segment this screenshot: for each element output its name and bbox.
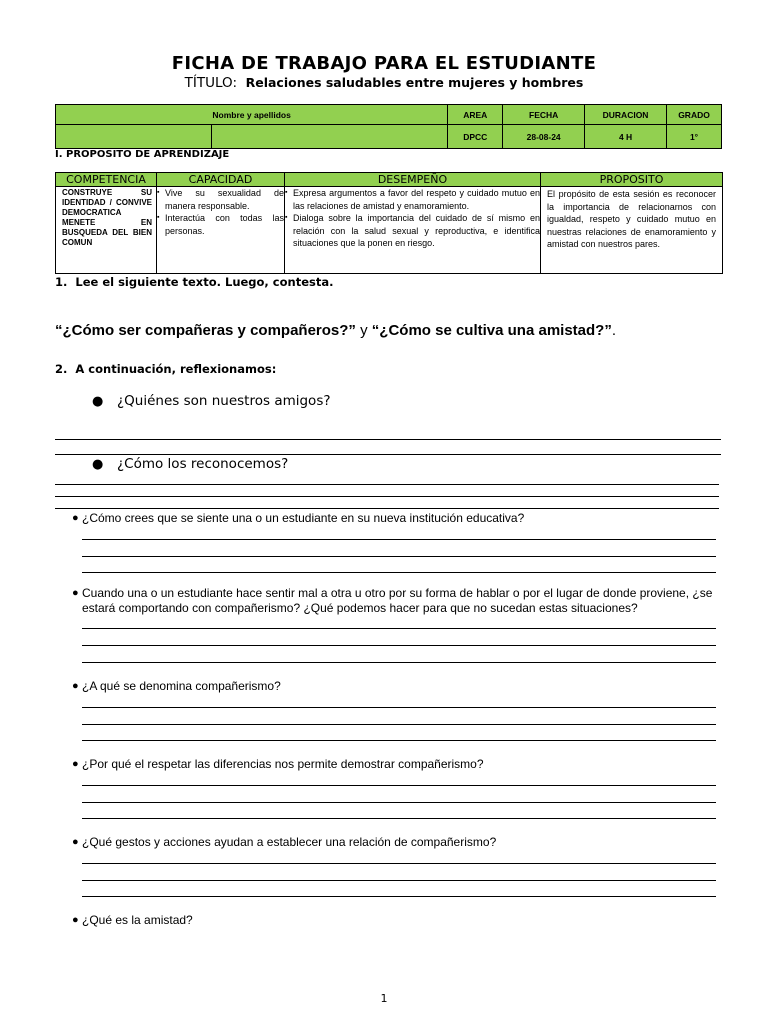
- question-item: ● Cuando una o un estudiante hace sentir mal a otra u otro por su forma de hablar o por el lugar de donde proviene, ¿se estará comportando con compañerismo? ¿Qué podemos hacer para que no sucedan estas situaciones?: [72, 586, 713, 615]
- subtitle-label: TÍTULO:: [184, 75, 237, 91]
- bullet-icon: ●: [72, 587, 79, 599]
- answer-line[interactable]: [82, 556, 716, 557]
- question-2-text: A continuación, reflexionamos:: [75, 362, 277, 376]
- document-title: FICHA DE TRABAJO PARA EL ESTUDIANTE: [171, 53, 597, 74]
- bullet-icon: ●: [72, 758, 79, 770]
- header-name: Nombre y apellidos: [56, 105, 448, 125]
- subtitle-text: Relaciones saludables entre mujeres y hombres: [245, 75, 584, 90]
- reflect-item-friends: [92, 393, 331, 409]
- capacidad-cell: [157, 187, 285, 274]
- proposito-cell: El propósito de esta sesión es reconocer la importancia de relacionarnos con igualdad, respeto y cuidado mutuo en nuestras relaciones de enamoramiento y amistad con nuestros pares.: [541, 187, 723, 274]
- answer-line[interactable]: [82, 818, 716, 819]
- grade-value: 1°: [667, 125, 722, 149]
- date-value: 28-08-24: [503, 125, 585, 149]
- desempeno-cell: [285, 187, 541, 274]
- header-proposito: PROPOSITO: [541, 173, 723, 187]
- reflect-item-recognize: [92, 456, 288, 472]
- answer-line[interactable]: [82, 802, 716, 803]
- header-grade: GRADO: [667, 105, 722, 125]
- capacidad-item: ▪ Interactúa con todas las personas.: [157, 212, 284, 237]
- reading-connector: y: [355, 322, 372, 339]
- question-item: ● ¿Qué es la amistad?: [72, 913, 193, 927]
- answer-line[interactable]: [82, 645, 716, 646]
- answer-line[interactable]: [82, 628, 716, 629]
- answer-line[interactable]: [82, 707, 716, 708]
- question-1-heading: [55, 275, 333, 289]
- desempeno-item: ▪ Dialoga sobre la importancia del cuidado de sí mismo en relación con la salud sexual y reproductiva, e identifica situaciones que la ponen en riesgo.: [285, 212, 540, 250]
- reading-part-2: “¿Cómo se cultiva una amistad?”: [371, 322, 612, 339]
- question-2-heading: [55, 362, 276, 376]
- reflect-item-text: ¿Cómo los reconocemos?: [117, 456, 289, 472]
- header-duration: DURACION: [585, 105, 667, 125]
- bullet-icon: ●: [72, 914, 79, 926]
- reading-part-1: “¿Cómo ser compañeras y compañeros?”: [55, 322, 356, 339]
- header-capacidad: CAPACIDAD: [157, 173, 285, 187]
- bullet-icon: ●: [72, 836, 79, 848]
- learning-plan-table: [55, 172, 723, 274]
- desempeno-item: ▪ Expresa argumentos a favor del respeto y cuidado mutuo en las relaciones de amistad y enamoramiento.: [285, 187, 540, 212]
- area-value: DPCC: [448, 125, 503, 149]
- answer-line[interactable]: [82, 539, 716, 540]
- header-area: AREA: [448, 105, 503, 125]
- reading-end: .: [611, 322, 617, 339]
- document-subtitle: [0, 75, 768, 91]
- answer-line[interactable]: [55, 484, 719, 485]
- competencia-cell: CONSTRUYE SU IDENTIDAD / CONVIVE DEMOCRATICA MENETE EN BUSQUEDA DEL BIEN COMUN: [56, 187, 157, 274]
- question-1-number: 1.: [55, 275, 68, 289]
- answer-line[interactable]: [82, 896, 716, 897]
- question-item: ● ¿Por qué el respetar las diferencias nos permite demostrar compañerismo?: [72, 757, 484, 771]
- question-item: ● ¿Cómo crees que se siente una o un estudiante en su nueva institución educativa?: [72, 511, 525, 525]
- answer-line[interactable]: [82, 724, 716, 725]
- duration-value: 4 H: [585, 125, 667, 149]
- reflect-item-text: ¿Quiénes son nuestros amigos?: [117, 393, 331, 409]
- bullet-icon: ●: [72, 680, 79, 692]
- answer-line[interactable]: [82, 785, 716, 786]
- answer-line[interactable]: [55, 439, 721, 440]
- answer-line[interactable]: [82, 740, 716, 741]
- answer-line[interactable]: [82, 572, 716, 573]
- bullet-icon: ●: [92, 394, 104, 409]
- answer-line[interactable]: [55, 496, 719, 497]
- name-cell-1[interactable]: [56, 125, 212, 149]
- question-2-number: 2.: [55, 362, 68, 376]
- name-cell-2[interactable]: [211, 125, 448, 149]
- student-info-table: [55, 104, 722, 149]
- answer-line[interactable]: [55, 454, 721, 455]
- reading-title: [55, 322, 616, 339]
- answer-line[interactable]: [55, 508, 719, 509]
- question-item: ● ¿Qué gestos y acciones ayudan a establecer una relación de compañerismo?: [72, 835, 497, 849]
- answer-line[interactable]: [82, 662, 716, 663]
- header-desempeno: DESEMPEÑO: [285, 173, 541, 187]
- answer-line[interactable]: [82, 880, 716, 881]
- question-1-text: Lee el siguiente texto. Luego, contesta.: [75, 275, 334, 289]
- question-item: ● ¿A qué se denomina compañerismo?: [72, 679, 281, 693]
- header-competencia: COMPETENCIA: [56, 173, 157, 187]
- section-learning-purpose: I. PROPOSITO DE APRENDIZAJE: [55, 149, 230, 160]
- header-date: FECHA: [503, 105, 585, 125]
- capacidad-item: ▪ Vive su sexualidad de manera responsable.: [157, 187, 284, 212]
- bullet-icon: ●: [72, 512, 79, 524]
- page-number: 1: [380, 992, 388, 1005]
- bullet-icon: ●: [92, 457, 104, 472]
- answer-line[interactable]: [82, 863, 716, 864]
